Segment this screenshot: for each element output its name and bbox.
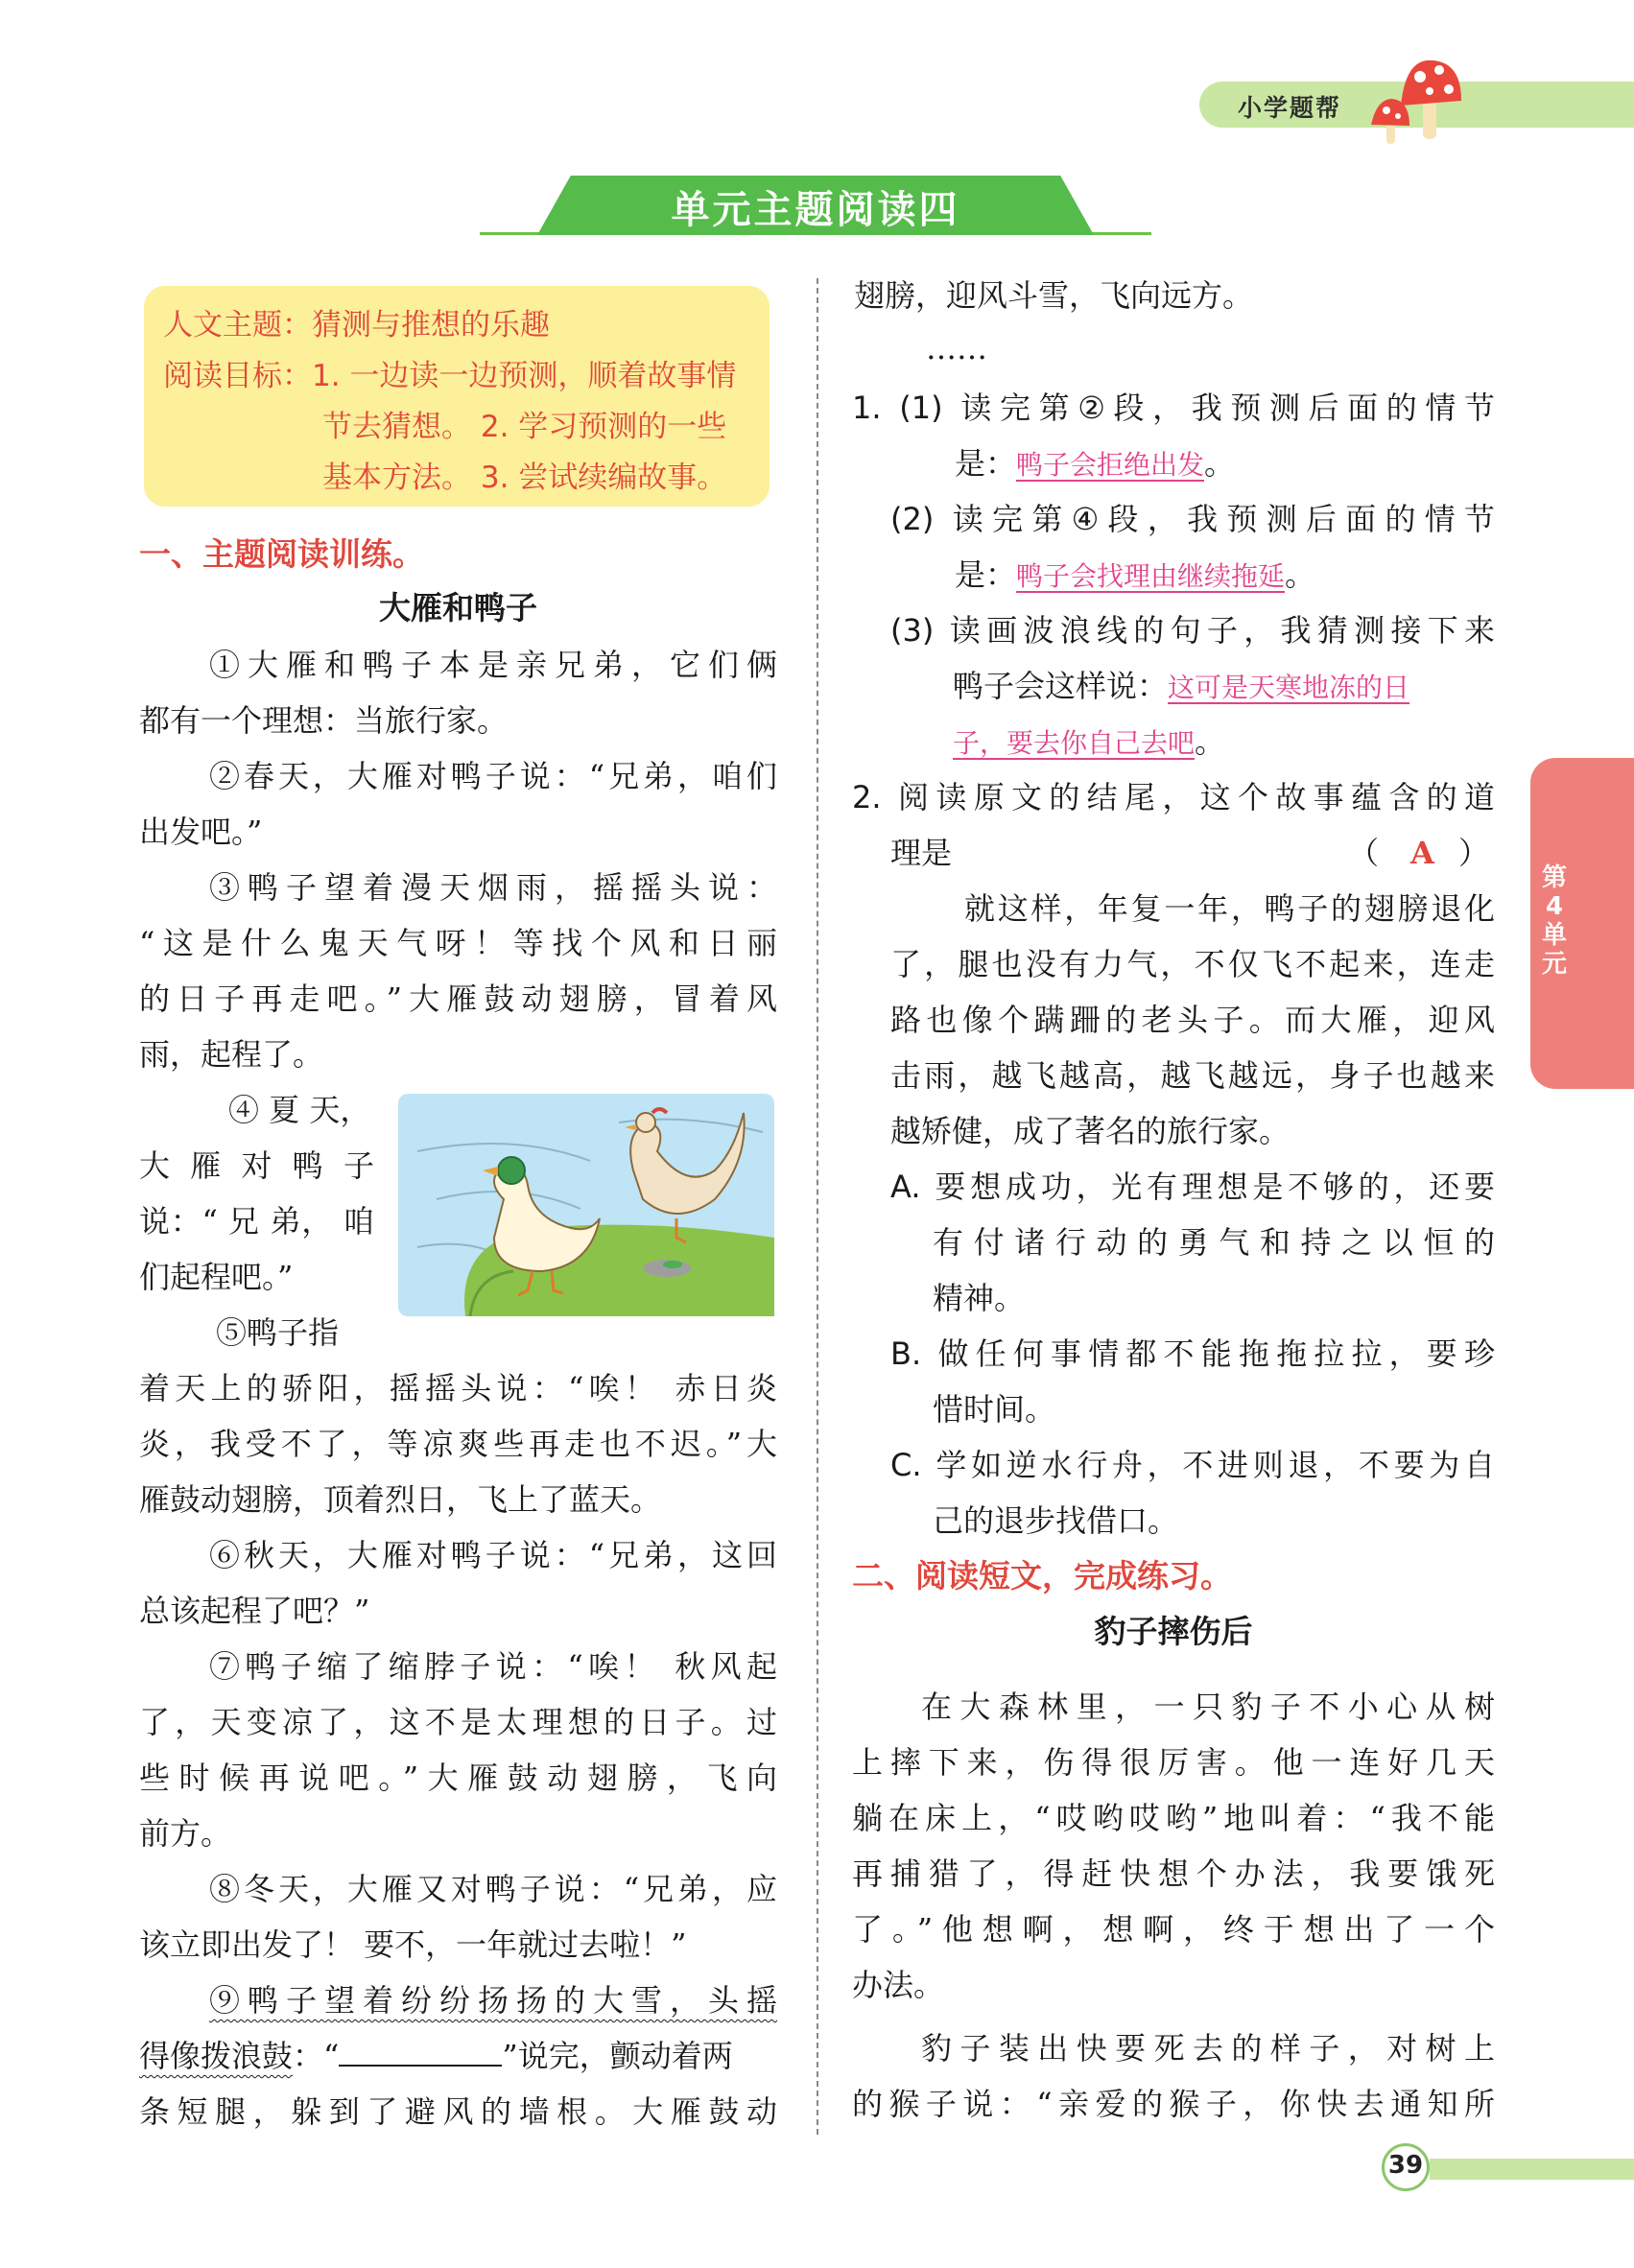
theme-line-1: 人文主题：猜测与推想的乐趣 [163, 308, 550, 343]
story-line: ③鸭子望着漫天烟雨，摇摇头说： [209, 869, 777, 906]
wavy-text: 得像拨浪鼓 [139, 2038, 294, 2074]
option-b-cont: 惜时间。 [933, 1391, 1056, 1428]
wavy-line-2 [139, 2037, 733, 2075]
story-line: ⑦鸭子缩了缩脖子说：“唉！ 秋风起 [209, 1648, 777, 1685]
story-line: 雨，起程了。 [139, 1036, 324, 1073]
story-line: 大 雁 对 鸭 子 [139, 1147, 374, 1184]
option-b: B. 做任何事情都不能拖拖拉拉，要珍 [890, 1335, 1495, 1372]
story2-title: 豹子摔伤后 [1094, 1613, 1253, 1650]
story-line: 说：“ 兄 弟， 咱 [139, 1203, 374, 1240]
prompt: 是： [955, 445, 1017, 482]
question-1-3-answer-line-2 [953, 722, 1225, 763]
story-line: 了，天变凉了，这不是太理想的日子。过 [139, 1704, 777, 1740]
section2-heading: 二、阅读短文，完成练习。 [852, 1557, 1232, 1595]
unit-tab-char: 元 [1541, 950, 1567, 979]
question-2-continuation: 理是 [890, 835, 953, 871]
story-line: 们起程吧。” [139, 1259, 294, 1295]
ending-line: 就这样，年复一年，鸭子的翅膀退化 [964, 890, 1495, 927]
question-1-3-answer-line [953, 667, 1409, 707]
answer-text: 子，要去你自己去吧 [953, 727, 1196, 759]
story-line: 条短腿，躲到了避风的墙根。大雁鼓动 [139, 2093, 777, 2130]
option-c-cont: 己的退步找借口。 [933, 1502, 1179, 1539]
story-line: ⑥秋天，大雁对鸭子说：“兄弟，这回 [209, 1537, 777, 1573]
page-number: 39 [1387, 2151, 1424, 2180]
prompt: 是： [955, 556, 1017, 593]
ending-line: 击雨，越飞越高，越飞越远，身子也越来 [890, 1057, 1495, 1094]
story-line: 都有一个理想：当旅行家。 [139, 702, 509, 739]
option-a: A. 要想成功，光有理想是不够的，还要 [890, 1169, 1495, 1205]
question-2-paren-left: （ [1348, 835, 1380, 871]
story-line: 出发吧。” [139, 814, 263, 850]
ending-line: 了，腿也没有力气，不仅飞不起来，连走 [890, 946, 1495, 982]
story2-line: 豹子装出快要死去的样子，对树上 [921, 2030, 1495, 2067]
theme-line-4: 基本方法。 3. 尝试续编故事。 [322, 461, 727, 495]
option-c: C. 学如逆水行舟，不进则退，不要为自 [890, 1447, 1495, 1483]
ending-line: 越矫健，成了著名的旅行家。 [890, 1113, 1291, 1149]
period: 。 [1195, 723, 1226, 760]
answer-blank[interactable] [339, 2038, 502, 2067]
question-1-3: (3) 读画波浪线的句子，我猜测接下来 [890, 612, 1495, 649]
story-line: 的日子再走吧。”大雁鼓动翅膀，冒着风 [139, 980, 777, 1017]
option-a-cont: 有付诸行动的勇气和持之以恒的 [933, 1224, 1495, 1261]
theme-line-3: 节去猜想。 2. 学习预测的一些 [322, 410, 727, 444]
story-line: 翅膀，迎风斗雪，飞向远方。 [854, 277, 1254, 314]
story2-line: 办法。 [852, 1967, 945, 2003]
story2-line: 上摔下来，伤得很厉害。他一连好几天 [852, 1744, 1495, 1781]
period: 。 [1204, 445, 1236, 482]
story2-line: 再捕猎了，得赶快想个办法，我要饿死 [852, 1855, 1495, 1892]
question-1-2: (2) 读完第④段，我预测后面的情节 [890, 501, 1495, 537]
story-line: ⑤鸭子指 [216, 1314, 340, 1351]
story-line: ②春天，大雁对鸭子说：“兄弟，咱们 [209, 758, 777, 794]
page-number-bar [1430, 2159, 1634, 2180]
story-line: ⑧冬天，大雁又对鸭子说：“兄弟，应 [209, 1871, 777, 1907]
duck-goose-illustration [398, 1094, 774, 1316]
question-2: 2. 阅读原文的结尾，这个故事蕴含的道 [852, 779, 1495, 815]
unit-tab-char: 第 [1541, 863, 1567, 892]
option-a-cont: 精神。 [933, 1280, 1026, 1316]
question-2-answer: A [1410, 835, 1434, 871]
period: 。 [1285, 556, 1316, 593]
story2-line: 的猴子说：“亲爱的猴子，你快去通知所 [852, 2086, 1495, 2122]
question-1-2-answer-line [955, 555, 1315, 596]
answer-text: 鸭子会找理由继续拖延 [1016, 560, 1286, 592]
story-line: 总该起程了吧？” [139, 1593, 370, 1629]
story-line: 雁鼓动翅膀，顶着烈日，飞上了蓝天。 [139, 1481, 662, 1518]
question-1-1-answer-line [955, 444, 1235, 484]
unit-tab-char: 4 [1545, 892, 1564, 921]
section1-heading: 一、主题阅读训练。 [139, 535, 424, 573]
quote-close: ”说完，颤动着两 [502, 2038, 733, 2074]
story-line: “这是什么鬼天气呀！等找个风和日丽 [139, 925, 777, 961]
answer-text: 这可是天寒地冻的日 [1168, 672, 1410, 703]
ellipsis: …… [926, 330, 987, 366]
column-divider [817, 278, 818, 2135]
story-line: 该立即出发了！ 要不，一年就过去啦！” [139, 1926, 687, 1963]
answer-text: 鸭子会拒绝出发 [1016, 449, 1205, 481]
story-line: 前方。 [139, 1815, 232, 1852]
story-title: 大雁和鸭子 [379, 589, 537, 626]
unit-tab-char: 单 [1541, 921, 1567, 950]
story2-line: 了。”他想啊，想啊，终于想出了一个 [852, 1911, 1495, 1948]
story2-line: 躺在床上，“哎哟哎哟”地叫着：“我不能 [852, 1800, 1495, 1836]
story-line: ①大雁和鸭子本是亲兄弟，它们俩 [209, 647, 777, 683]
question-2-paren-right: ） [1458, 835, 1490, 871]
ending-line: 路也像个蹒跚的老头子。而大雁，迎风 [890, 1002, 1495, 1038]
page-title: 单元主题阅读四 [671, 188, 960, 232]
mushroom-icon [1348, 53, 1463, 149]
story2-line: 在大森林里，一只豹子不小心从树 [921, 1689, 1495, 1725]
quote-open: ：“ [293, 2038, 340, 2074]
story-line: ④ 夏 天， [228, 1092, 371, 1128]
unit-tab-label [1533, 863, 1575, 979]
story-line: 些时候再说吧。”大雁鼓动翅膀，飞向 [139, 1760, 777, 1796]
question-1-1: 1. (1) 读完第②段，我预测后面的情节 [852, 390, 1495, 426]
wavy-line-1 [209, 1981, 777, 2020]
wavy-text: ⑨鸭子望着纷纷扬扬的大雪，头摇 [209, 1982, 777, 2019]
theme-line-2: 阅读目标：1. 一边读一边预测，顺着故事情 [163, 359, 737, 393]
story-line: 炎，我受不了，等凉爽些再走也不迟。”大 [139, 1426, 777, 1462]
brand-label: 小学题帮 [1238, 94, 1342, 122]
story-line: 着天上的骄阳，摇摇头说：“唉！ 赤日炎 [139, 1370, 777, 1406]
prompt: 鸭子会这样说： [953, 668, 1169, 704]
